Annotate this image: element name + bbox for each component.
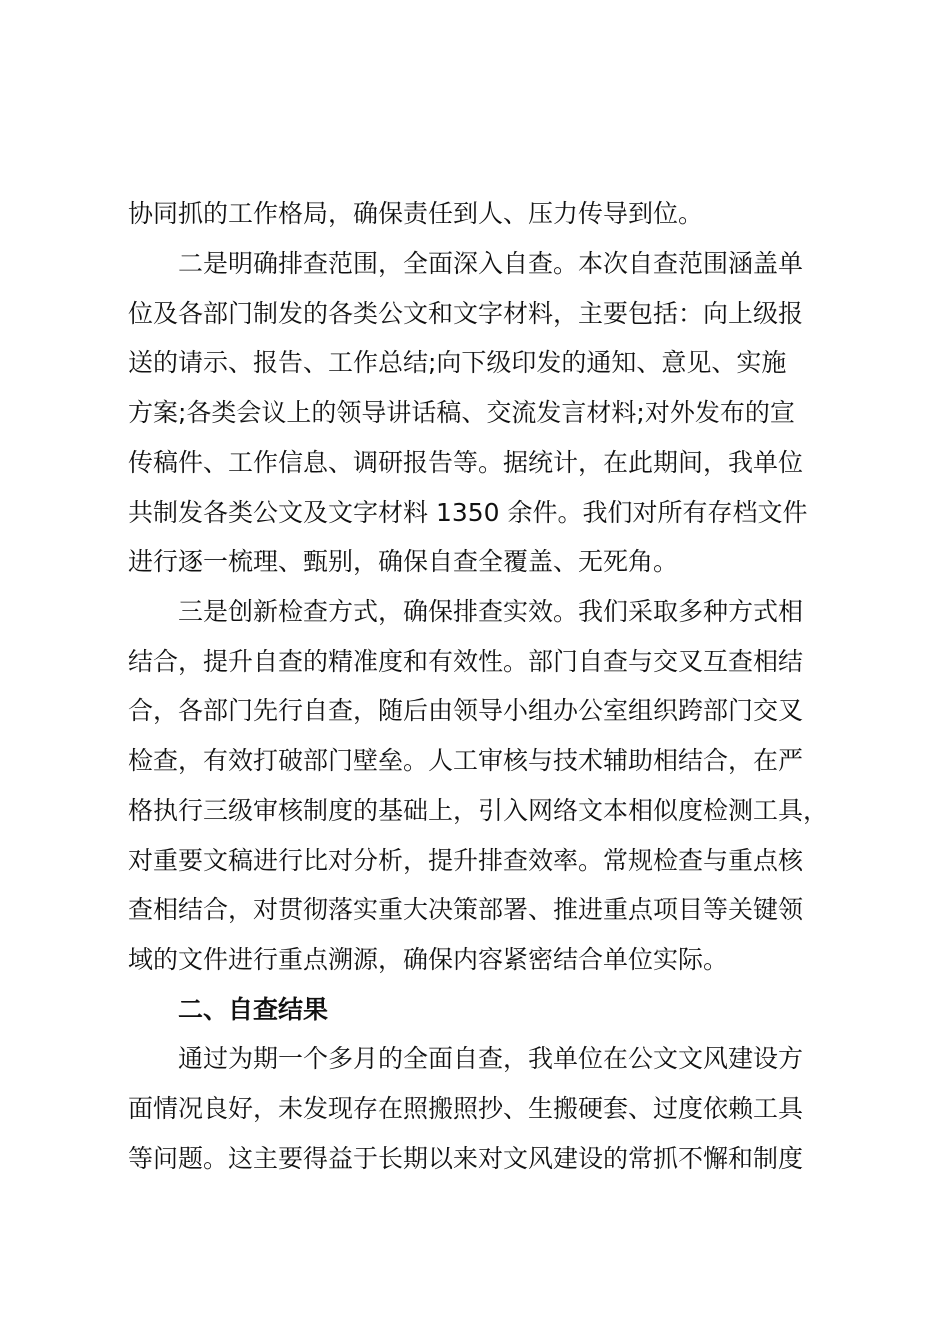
- text-line: 位及各部门制发的各类公文和文字材料，主要包括：向上级报: [128, 299, 804, 328]
- text-line: 共制发各类公文及文字材料 1350 余件。我们对所有存档文件: [128, 498, 808, 527]
- text-line: 二是明确排查范围，全面深入自查。本次自查范围涵盖单: [178, 249, 804, 278]
- text-line: 三是创新检查方式，确保排查实效。我们采取多种方式相: [178, 597, 804, 626]
- text-line: 域的文件进行重点溯源，确保内容紧密结合单位实际。: [128, 945, 729, 974]
- text-line: 送的请示、报告、工作总结;向下级印发的通知、意见、实施: [128, 348, 787, 377]
- text-line: 方案;各类会议上的领导讲话稿、交流发言材料;对外发布的宣: [128, 398, 795, 427]
- text-line: 传稿件、工作信息、调研报告等。据统计，在此期间，我单位: [128, 448, 804, 477]
- text-line: 格执行三级审核制度的基础上，引入网络文本相似度检测工具，: [128, 796, 829, 825]
- text-line: 进行逐一梳理、甄别，确保自查全覆盖、无死角。: [128, 547, 679, 576]
- text-line: 检查，有效打破部门壁垒。人工审核与技术辅助相结合，在严: [128, 746, 804, 775]
- section-heading: 二、自查结果: [178, 995, 329, 1024]
- text-line: 结合，提升自查的精准度和有效性。部门自查与交叉互查相结: [128, 647, 804, 676]
- text-line: 协同抓的工作格局，确保责任到人、压力传导到位。: [128, 199, 704, 228]
- text-line: 等问题。这主要得益于长期以来对文风建设的常抓不懈和制度: [128, 1144, 804, 1173]
- text-line: 查相结合，对贯彻落实重大决策部署、推进重点项目等关键领: [128, 895, 804, 924]
- text-line: 合，各部门先行自查，随后由领导小组办公室组织跨部门交叉: [128, 696, 804, 725]
- text-line: 面情况良好，未发现存在照搬照抄、生搬硬套、过度依赖工具: [128, 1094, 804, 1123]
- text-line: 对重要文稿进行比对分析，提升排查效率。常规检查与重点核: [128, 846, 804, 875]
- text-line: 通过为期一个多月的全面自查，我单位在公文文风建设方: [178, 1044, 804, 1073]
